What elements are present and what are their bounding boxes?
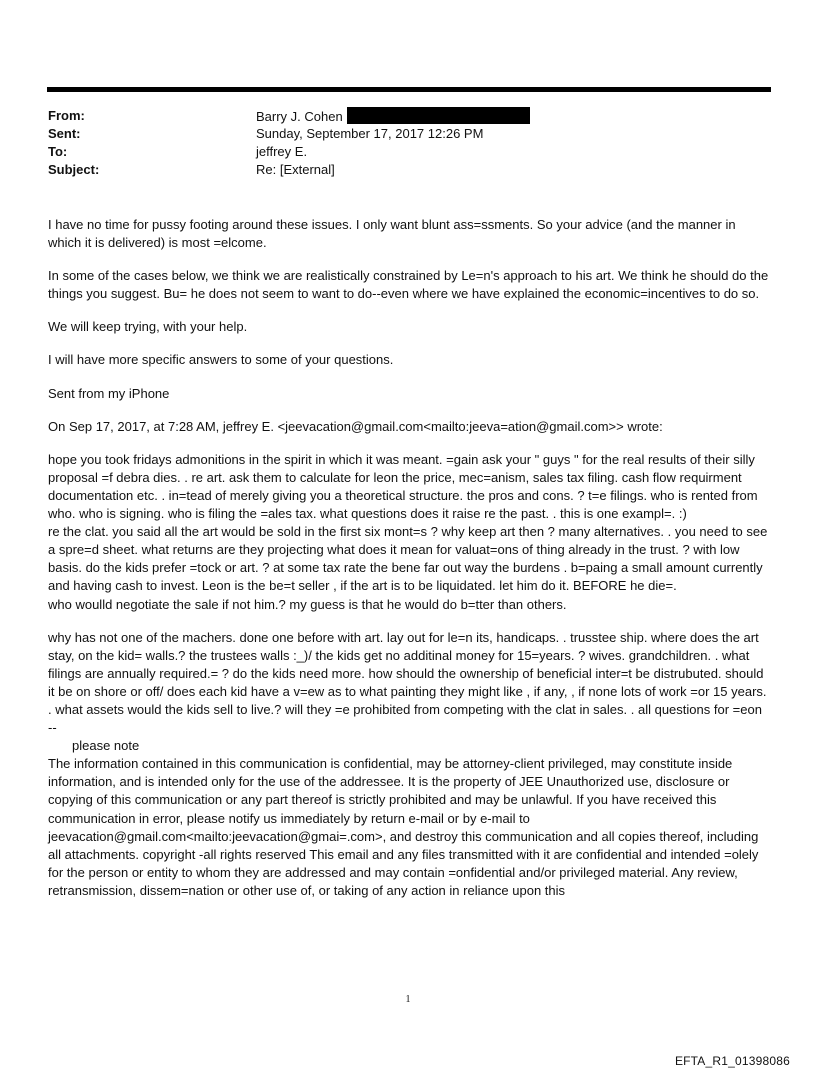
email-body <box>48 216 770 900</box>
from-value <box>256 107 530 125</box>
reply-paragraph-2: In some of the cases below, we think we are realistically constrained by Le=n's approach to his art. We think he should do the things you suggest. Bu= he does not seem to want to do--even where we have explained the economic=incentives to do so. <box>48 268 769 302</box>
email-header <box>48 107 768 179</box>
original-paragraph-3: who woulld negotiate the sale if not him.? my guess is that he would do b=tter than others. <box>48 596 567 612</box>
quote-attribution: On Sep 17, 2017, at 7:28 AM, jeffrey E. <jeevacation@gmail.com<mailto:jeeva=ation@gmail.com>> wrote: <box>48 418 663 434</box>
subject-row <box>48 161 768 179</box>
please-note: please note <box>72 738 140 754</box>
subject-value: Re: [External] <box>256 162 335 177</box>
redaction-box <box>347 107 530 124</box>
from-row <box>48 107 768 125</box>
from-name: Barry J. Cohen <box>256 109 343 124</box>
page-number: 1 <box>405 994 411 1005</box>
from-label: From: <box>48 108 85 123</box>
original-paragraph-1: hope you took fridays admonitions in the spirit in which it was meant. =gain ask your " guys " for the real results of their silly proposal =f debra dies. . re art. ask them to calculate for leon the price, mec=anism, sales tax filing. cash flow requirment documentation etc. . in=tead of merely giving you a theoretical structure. the pros and cons. ? t=e filings. who is rented from who. who is signing. who is filing the =ales tax. what questions does it raise re the past. . this is one exampl=. :) <box>48 451 758 522</box>
to-value: jeffrey E. <box>256 144 308 159</box>
bates-number: EFTA_R1_01398086 <box>674 1054 790 1068</box>
subject-label: Subject: <box>48 162 100 177</box>
header-divider <box>47 87 771 92</box>
reply-paragraph-4: I will have more specific answers to some of your questions. <box>48 352 394 368</box>
original-paragraph-2: re the clat. you said all the art would be sold in the first six mont=s ? why keep art then ? many alternatives. . you need to see a spre=d sheet. what returns are they projecting what does it mean for valuat=ons of thing already in the trust. ? with low basis. do the kids prefer =tock or art. ? at some tax rate the bene far out way the burdens . b=paing a small amount currently and having cash to invest. Leon is the be=t seller , if the art is to be liquidated. let him do it. BEFORE he die=. <box>48 524 768 594</box>
sent-value: Sunday, September 17, 2017 12:26 PM <box>256 126 484 141</box>
signature-dashes: -- <box>48 720 57 736</box>
reply-paragraph-1: I have no time for pussy footing around these issues. I only want blunt ass=ssments. So your advice (and the manner in which it is delivered) is most =elcome. <box>48 217 736 251</box>
confidentiality-disclaimer: The information contained in this communication is confidential, may be attorney-client privileged, may constitute inside information, and is intended only for the use of the addressee. It is the property of JEE Unauthorized use, disclosure or copying of this communication or any part thereof is strictly prohibited and may be unlawful. If you have received this communication in error, please notify us immediately by return e-mail or by e-mail to jeevacation@gmail.com<mailto:jeevacation@gmai=.com>, and destroy this communication and all copies thereof, including all attachments. copyright -all rights reserved This email and any files transmitted with it are confidential and intended =olely for the person or entity to whom they are addressed and may contain =onfidential and/or privileged material. Any review, retransmission, dissem=nation or other use of, or taking of any action in reliance upon this <box>48 756 759 898</box>
sent-label: Sent: <box>48 126 81 141</box>
to-label: To: <box>48 144 68 159</box>
sent-row <box>48 125 768 143</box>
sent-from-iphone: Sent from my iPhone <box>48 385 170 401</box>
original-paragraph-4: why has not one of the machers. done one before with art. lay out for le=n its, handicaps. . trusstee ship. where does the art stay, on the kid= walls.? the trustees walls :_)/ the kids get no additinal money for 15=years. ? wives. grandchildren. . what filings are annually required.= ? do the kids need more. how should the ownership of beneficial inter=t be distrubuted. should it be on shore or off/ does each kid have a v=ew as to what painting they might like , if any, , if none lots of work =or 15 years. . what assets would the kids sell to live.? will they =e prohibited from competing with the clat in sales. . all questions for =eon <box>48 629 767 717</box>
reply-paragraph-3: We will keep trying, with your help. <box>48 319 248 335</box>
to-row <box>48 143 768 161</box>
